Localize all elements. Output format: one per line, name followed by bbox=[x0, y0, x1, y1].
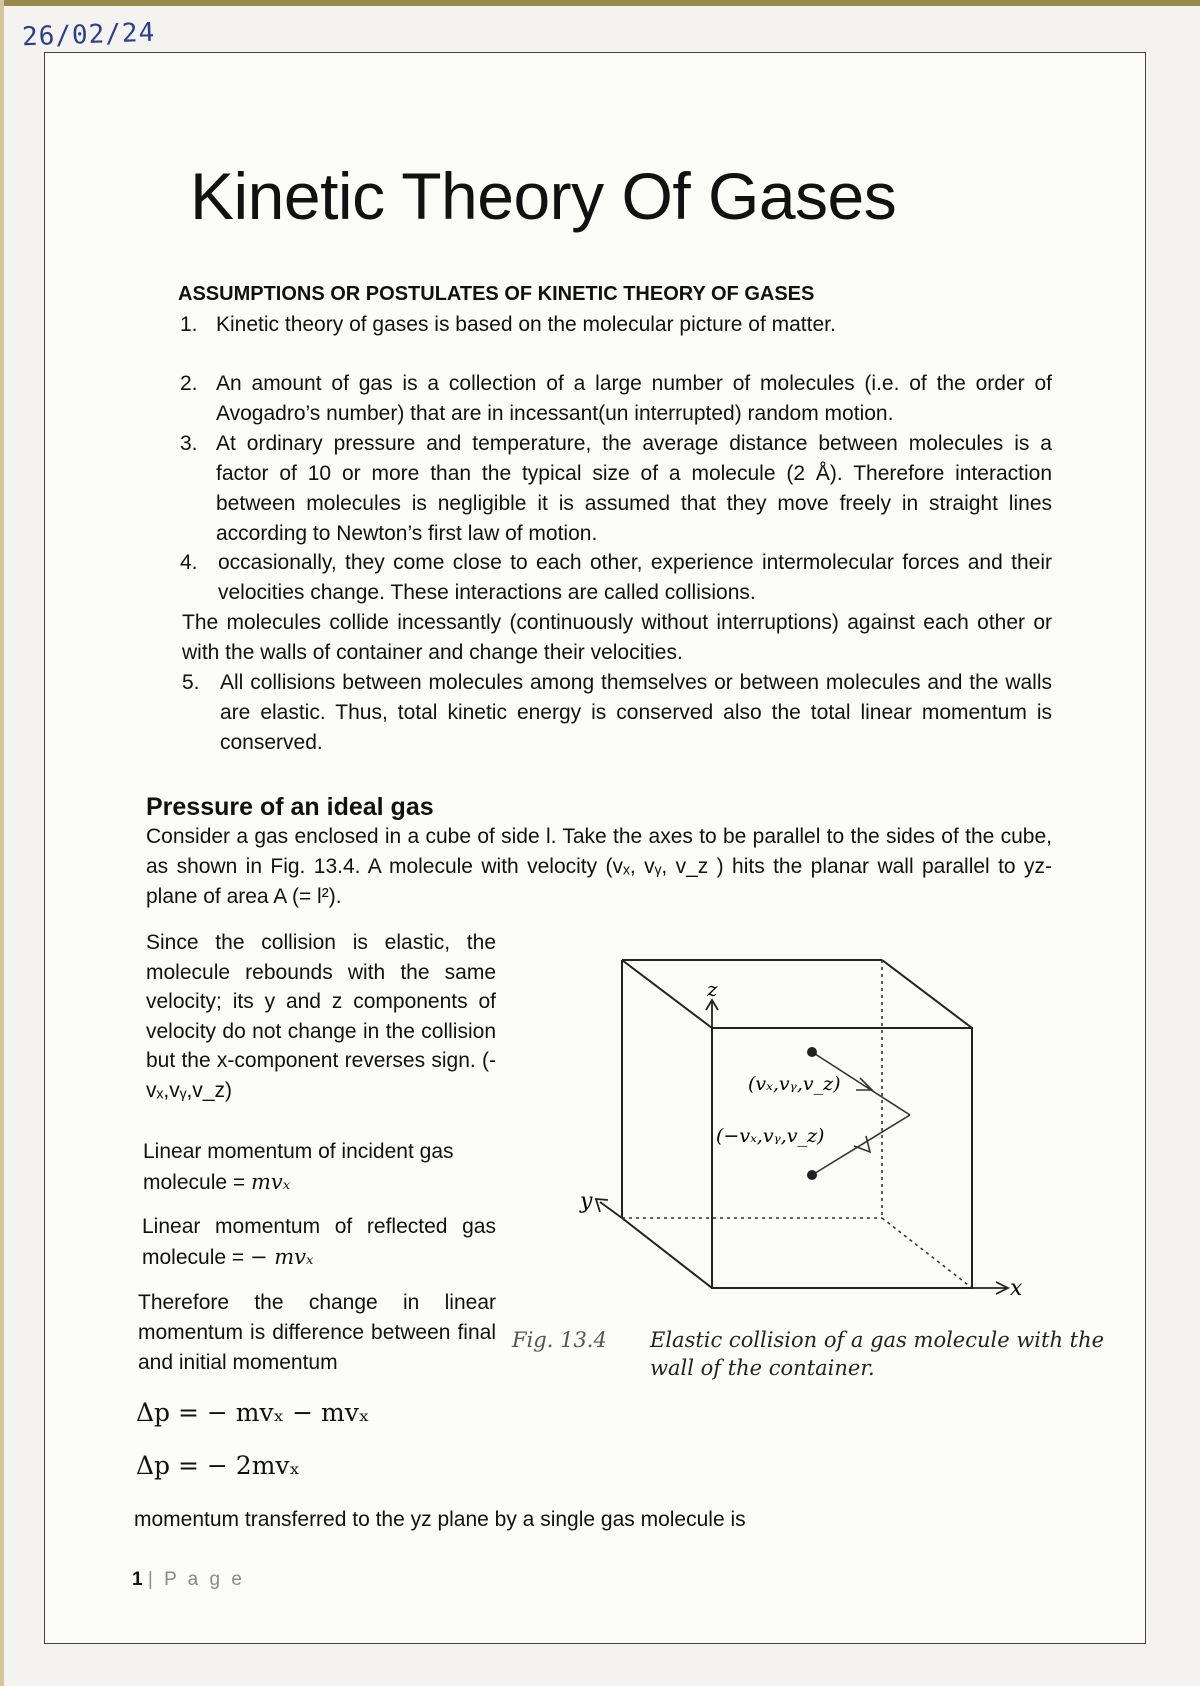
molecule-before bbox=[807, 1047, 817, 1057]
hidden-edge bbox=[882, 1218, 972, 1288]
item-text: Kinetic theory of gases is based on the molecular picture of matter. bbox=[216, 313, 836, 336]
reflected-momentum bbox=[142, 1212, 496, 1273]
figure-number: Fig. 13.4 bbox=[512, 1328, 607, 1352]
assumption-item-5 bbox=[182, 668, 1052, 758]
y-axis bbox=[600, 1202, 622, 1218]
item-number: 3. bbox=[180, 432, 198, 455]
change-paragraph: Therefore the change in linear momentum is difference between final and initial momentum bbox=[138, 1291, 496, 1374]
item-text: At ordinary pressure and temperature, the average distance between molecules is a factor of 10 or more than the typical size of a molecule (2 Å). Therefore interaction between molecules is negligible it is assumed that they move freely in straight lines according to Newton’s first law of motion. bbox=[216, 432, 1052, 545]
item-number: 1. bbox=[180, 313, 198, 336]
rebound-vector: (-vₓ,vᵧ,v_z) bbox=[146, 1049, 496, 1102]
equation-1: Δp = − mvₓ − mvₓ bbox=[136, 1398, 370, 1427]
assumption-item-4 bbox=[180, 548, 1052, 608]
axis-label-y: y bbox=[580, 1189, 593, 1214]
incident-label: Linear momentum of incident gas molecule = bbox=[143, 1140, 454, 1194]
transfer-text: momentum transferred to the yz plane by a single gas molecule is bbox=[134, 1508, 746, 1531]
pressure-heading: Pressure of an ideal gas bbox=[146, 793, 434, 821]
page-title: Kinetic Theory Of Gases bbox=[190, 159, 897, 233]
axis-label-x: x bbox=[1010, 1276, 1023, 1301]
incident-arrow bbox=[856, 1078, 872, 1090]
velocity-reflected-label: (−vₓ,vᵧ,v_z) bbox=[716, 1125, 825, 1147]
scan-left-edge bbox=[0, 0, 4, 1686]
assumption-item-2 bbox=[180, 369, 1052, 429]
item-number: 4. bbox=[180, 551, 198, 574]
cube-edge bbox=[622, 1218, 712, 1288]
figure-caption-text: Elastic collision of a gas molecule with the wall of the container. bbox=[650, 1328, 1105, 1380]
assumption-item-1 bbox=[180, 310, 1060, 340]
cube-edge bbox=[622, 960, 712, 1028]
equation-2: Δp = − 2mvₓ bbox=[136, 1451, 301, 1480]
reflected-label: Linear momentum of reflected gas molecule = bbox=[142, 1215, 496, 1269]
item-number: 2. bbox=[180, 372, 198, 395]
page-number: 1 bbox=[132, 1569, 143, 1590]
page-footer bbox=[132, 1569, 245, 1591]
assumptions-note: The molecules collide incessantly (continuously without interruptions) against each other or with the walls of container and change their velocities. bbox=[182, 611, 1052, 664]
velocity-incident-label: (vₓ,vᵧ,v_z) bbox=[748, 1073, 841, 1095]
item-text: All collisions between molecules among themselves or between molecules and the walls are elastic. Thus, total kinetic energy is conserved also the total linear momentum is conserved. bbox=[220, 671, 1052, 754]
rebound-paragraph bbox=[146, 928, 496, 1105]
molecule-after bbox=[807, 1170, 817, 1180]
handwritten-date: 26/02/24 bbox=[21, 17, 156, 53]
incident-expression: mvₓ bbox=[250, 1170, 291, 1194]
assumptions-heading: ASSUMPTIONS OR POSTULATES OF KINETIC THEORY OF GASES bbox=[178, 283, 815, 305]
reflected-expression: − mvₓ bbox=[249, 1245, 314, 1269]
scan-top-edge bbox=[0, 0, 1200, 6]
page-word: | P a g e bbox=[147, 1569, 245, 1590]
item-text: occasionally, they come close to each other, experience intermolecular forces and their velocities change. These interactions are called collisions. bbox=[218, 551, 1052, 604]
axis-label-z: z bbox=[707, 977, 718, 1001]
assumption-item-3 bbox=[180, 429, 1052, 549]
incident-momentum bbox=[143, 1137, 503, 1198]
cube-front-face bbox=[712, 1028, 972, 1288]
rebound-text: Since the collision is elastic, the molecule rebounds with the same velocity; its y and z components of velocity do not change in the collision but the x-component reverses sign. bbox=[146, 931, 496, 1072]
item-number: 5. bbox=[182, 671, 200, 694]
pressure-intro: Consider a gas enclosed in a cube of side l. Take the axes to be parallel to the sides of the cube, as shown in Fig. 13.4. A molecule with velocity (vₓ, vᵧ, v_z ) hits the planar wall parallel to yz- plane of area A (= l²). bbox=[146, 825, 1052, 908]
item-text: An amount of gas is a collection of a large number of molecules (i.e. of the order of Avogadro’s number) that are in incessant(un interrupted) random motion. bbox=[216, 372, 1052, 425]
cube-edge bbox=[882, 960, 972, 1028]
reflected-path bbox=[812, 1115, 910, 1175]
cube-figure bbox=[570, 940, 1030, 1310]
